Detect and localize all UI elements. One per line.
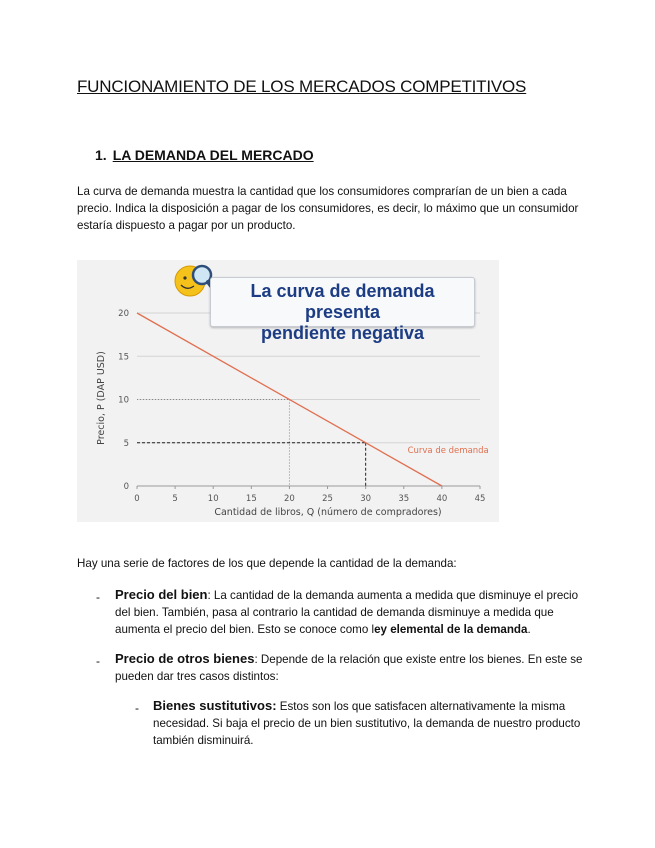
y-tick-label: 10 xyxy=(118,395,129,406)
x-tick-label: 30 xyxy=(360,494,372,504)
x-tick-label: 25 xyxy=(322,494,333,504)
x-tick-label: 35 xyxy=(398,494,410,504)
bullet-dash: - xyxy=(96,590,100,604)
bullet-head: Bienes sustitutivos: xyxy=(153,698,277,713)
demand-chart xyxy=(77,260,499,522)
bullet-dash: - xyxy=(96,654,100,668)
section-title: LA DEMANDA DEL MERCADO xyxy=(112,147,314,163)
bullet-text: : Depende de la relación que existe entre los bienes. En este se pueden dar tres casos distintos: xyxy=(115,653,583,683)
bullet-text: Estos son los que satisfacen alternativamente la misma necesidad. Si baja el precio de un bien sustitutivo, la demanda de nuestro producto también disminuirá. xyxy=(153,700,581,747)
x-tick-label: 20 xyxy=(284,494,295,504)
section-heading xyxy=(95,147,314,163)
bullet-bienes-sustitutivos xyxy=(153,697,583,749)
factors-intro: Hay una serie de factores de los que depende la cantidad de la demanda: xyxy=(77,557,457,570)
intro-paragraph: La curva de demanda muestra la cantidad que los consumidores comprarían de un bien a cada precio. Indica la disposición a pagar de los consumidores, es decir, lo máximo que un consumidor estaría dispuesto a pagar por un producto. xyxy=(77,185,579,232)
bullet-head: Precio del bien xyxy=(115,587,208,602)
bullet-head: Precio de otros bienes xyxy=(115,651,255,666)
y-axis-label: Precio, P (DAP USD) xyxy=(96,351,107,445)
y-tick-label: 0 xyxy=(123,482,129,492)
bullet-text-end: . xyxy=(527,623,531,636)
section-number: 1. xyxy=(95,147,107,163)
bullet-dash: - xyxy=(135,701,139,715)
x-tick-label: 5 xyxy=(172,494,178,504)
chart-title-line-1: La curva de demanda presenta xyxy=(250,281,435,322)
x-tick-label: 10 xyxy=(207,494,219,504)
y-tick-label: 5 xyxy=(123,438,129,449)
page-title: FUNCIONAMIENTO DE LOS MERCADOS COMPETITIVOS xyxy=(77,77,527,96)
magnifier-smiley-icon xyxy=(175,266,215,296)
chart-title-callout xyxy=(210,277,475,343)
y-tick-label: 15 xyxy=(118,352,129,363)
x-tick-label: 45 xyxy=(474,494,486,504)
bullet-precio-del-bien xyxy=(115,586,585,638)
x-tick-label: 40 xyxy=(436,494,448,504)
bullet-precio-otros-bienes xyxy=(115,650,585,685)
chart-title-line-2: pendiente negativa xyxy=(260,323,425,343)
y-tick-label: 20 xyxy=(118,309,129,319)
x-tick-label: 0 xyxy=(134,494,140,504)
x-tick-label: 15 xyxy=(245,494,257,504)
series-label: Curva de demanda xyxy=(407,446,489,457)
x-axis-label: Cantidad de libros, Q (número de compradores) xyxy=(214,507,442,518)
bullet-bold: ey elemental de la demanda xyxy=(374,623,528,636)
bullet-text: : La cantidad de la demanda aumenta a medida que disminuye el precio del bien. También, pasa al contrario la cantidad de demanda disminuye a medida que aumenta el precio del bien. Esto se conoce como l xyxy=(115,589,579,636)
